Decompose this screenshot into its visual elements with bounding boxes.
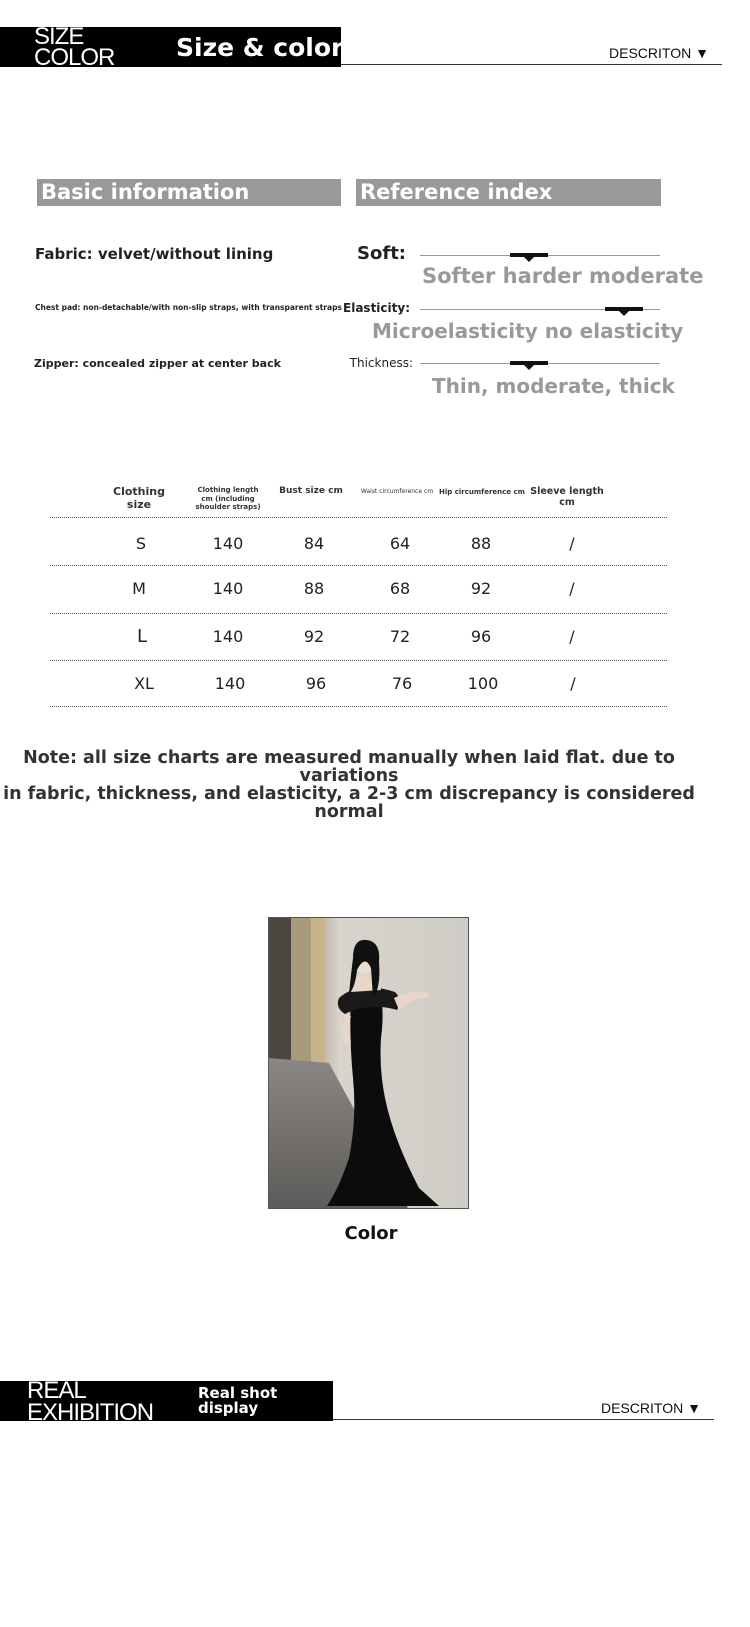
size-cell: XL — [134, 674, 154, 693]
waist-cell: 64 — [389, 534, 411, 553]
banner-underline — [333, 1419, 714, 1420]
descriton-dropdown[interactable]: DESCRITON ▼ — [609, 45, 709, 61]
hip-cell: 100 — [467, 674, 499, 693]
soft-scale-marker — [510, 253, 548, 257]
hip-cell: 96 — [470, 627, 492, 646]
size-cell: M — [132, 579, 146, 598]
table-divider — [50, 660, 667, 661]
reference-index-heading: Reference index — [356, 179, 661, 206]
banner-underline — [341, 64, 722, 65]
soft-scale-text: Softer harder moderate — [422, 264, 704, 288]
elasticity-label: Elasticity: — [343, 301, 410, 315]
banner-big-line-2: EXHIBITION — [27, 1399, 154, 1426]
waist-cell: 76 — [391, 674, 413, 693]
sleeve-cell: / — [569, 627, 575, 646]
banner-title-line-2: display — [198, 1399, 259, 1417]
table-divider — [50, 613, 667, 614]
banner-big-line-2: COLOR — [34, 44, 115, 71]
size-cell: L — [136, 626, 148, 647]
banner-big-line-1: REAL — [27, 1377, 86, 1404]
sleeve-cell: / — [569, 534, 575, 553]
color-caption: Color — [344, 1223, 398, 1244]
waist-cell: 72 — [389, 627, 411, 646]
size-note-line-2: in fabric, thickness, and elasticity, a 2-3 cm discrepancy is considered normal — [3, 784, 695, 822]
header-clothing-size: Clothing size — [113, 485, 165, 511]
thickness-label: Thickness: — [349, 356, 413, 370]
bust-cell: 96 — [305, 674, 327, 693]
descriton-dropdown[interactable]: DESCRITON ▼ — [601, 1400, 701, 1416]
length-cell: 140 — [212, 579, 244, 598]
bust-cell: 92 — [303, 627, 325, 646]
length-cell: 140 — [212, 534, 244, 553]
basic-information-heading: Basic information — [37, 179, 341, 206]
banner-big-text — [34, 23, 115, 71]
banner-big-text — [27, 1377, 154, 1426]
table-divider — [50, 517, 667, 518]
sleeve-cell: / — [570, 674, 576, 693]
sleeve-cell: / — [569, 579, 575, 598]
header-bust: Bust size cm — [279, 486, 343, 496]
header-hip: Hip circumference cm — [439, 488, 525, 496]
bust-cell: 84 — [303, 534, 325, 553]
header-sleeve: Sleeve length cm — [530, 486, 604, 508]
zipper-info: Zipper: concealed zipper at center back — [34, 357, 281, 370]
fabric-info: Fabric: velvet/without lining — [35, 245, 274, 263]
hip-cell: 92 — [470, 579, 492, 598]
banner-title — [198, 1386, 277, 1416]
banner-title-line-1: Real shot — [198, 1384, 278, 1402]
chest-pad-info: Chest pad: non-detachable/with non-slip straps, with transparent straps — [35, 303, 342, 312]
size-note-line-1: Note: all size charts are measured manually when laid flat. due to variations — [23, 748, 675, 786]
model-in-black-gown-image — [269, 918, 469, 1209]
banner-title: Size & color — [176, 33, 344, 62]
product-photo — [268, 917, 469, 1209]
soft-label: Soft: — [357, 243, 406, 264]
size-note — [0, 749, 698, 821]
hip-cell: 88 — [470, 534, 492, 553]
size-cell: S — [135, 534, 147, 553]
length-cell: 140 — [212, 627, 244, 646]
waist-cell: 68 — [389, 579, 411, 598]
table-divider — [50, 706, 667, 707]
real-exhibition-banner — [0, 1377, 750, 1426]
table-divider — [50, 565, 667, 566]
elasticity-scale-marker — [605, 307, 643, 311]
header-waist: Waist circumference cm — [360, 488, 434, 495]
length-cell: 140 — [214, 674, 246, 693]
banner-big-line-1: SIZE — [34, 23, 84, 50]
thickness-scale-text: Thin, moderate, thick — [432, 374, 675, 398]
thickness-scale-marker — [510, 361, 548, 365]
size-color-banner — [0, 23, 750, 71]
bust-cell: 88 — [303, 579, 325, 598]
elasticity-scale-text: Microelasticity no elasticity — [372, 319, 684, 343]
header-clothing-length: Clothing length cm (including shoulder straps) — [195, 486, 261, 511]
